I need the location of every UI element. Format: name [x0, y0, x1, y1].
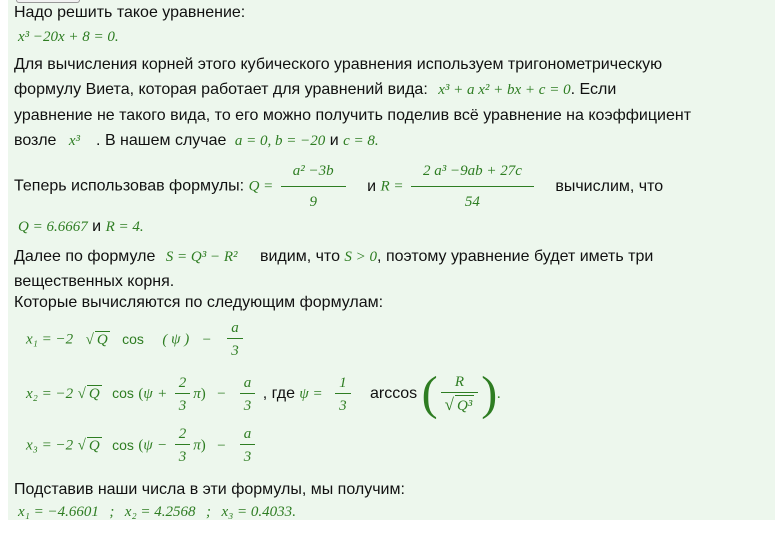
cos-label: cos: [112, 436, 134, 453]
R-lhs: R =: [380, 178, 404, 195]
x1-lhs: x₁ = −2: [26, 331, 74, 348]
frac-num: 1: [339, 374, 347, 391]
sqrt-Q: Q: [96, 331, 108, 348]
pi: π: [193, 437, 201, 454]
frac-den: 3: [240, 393, 256, 416]
R-result: R = 4: [105, 219, 140, 235]
psi-eq: ψ =: [299, 386, 323, 403]
result-text: Подставив наши числа в эти формулы, мы получим:: [14, 481, 405, 498]
cos-label: cos: [112, 385, 134, 402]
frac-num: a: [231, 320, 239, 336]
para2-line1: [14, 160, 663, 213]
two-thirds: [175, 424, 191, 467]
formula-x1: x₁ = −2 √ Q cos ( ψ ) − $\frac{a}{3}$: [26, 318, 246, 361]
sqrt-Q3: Q³: [455, 395, 474, 416]
and-word: и: [367, 177, 377, 195]
result-line: [14, 480, 405, 500]
x2-result: x₂ = 4.2568: [124, 504, 196, 520]
para1-line2: [14, 80, 616, 100]
para1-text2: формулу Виета, которая работает для уравнений вида:: [14, 81, 428, 98]
para3-end: , поэтому уравнение будет иметь три: [377, 248, 654, 265]
R-denominator: 54: [411, 186, 534, 213]
R-fraction: [411, 160, 534, 213]
formula-x3: x₃ = −2 √ Q cos (ψ − $\frac{2}{3}$ π) − $\frac{a}{3}$: [26, 424, 258, 467]
frac-num: 2: [178, 374, 187, 391]
x-cubed: x³: [68, 133, 81, 149]
intro-label: Надо решить такое уравнение:: [14, 4, 246, 21]
frac-den: 3: [240, 444, 256, 467]
para1-line1: [14, 55, 662, 75]
dot: .: [374, 133, 379, 149]
frac-den-sqrt: [441, 392, 479, 416]
para1-text4-start: возле: [14, 132, 57, 149]
S-formula: S = Q³ − R²: [165, 249, 238, 265]
x2-lhs: x₂ = −2: [26, 386, 74, 403]
para2-line2: [18, 217, 144, 237]
para3-mid: видим, что: [259, 248, 340, 265]
separator: ;: [109, 504, 115, 520]
Q-fraction: [281, 160, 346, 213]
x1-result: x₁ = −4.6601: [18, 504, 99, 520]
cubic-equation: x³ −20x + 8 = 0.: [18, 29, 119, 45]
frac-den: 3: [175, 444, 191, 467]
Q-denominator: 9: [281, 186, 346, 213]
frac-num: R: [454, 374, 465, 390]
one-third: [335, 373, 351, 416]
c-value: c = 8: [343, 133, 375, 149]
and-word: и: [329, 132, 339, 149]
Q-numerator: a² −3b: [292, 163, 334, 179]
sqrt-icon: √: [77, 437, 86, 454]
Q-result: Q = 6.6667: [18, 219, 88, 235]
sqrt-Q: Q: [88, 386, 100, 403]
S-condition: S > 0: [344, 249, 378, 265]
psi: ψ: [143, 386, 153, 403]
minus: −: [157, 437, 168, 454]
document-page: [8, 0, 775, 520]
dot: .: [139, 219, 144, 235]
para1-text3: уравнение не такого вида, то его можно получить поделив всё уравнение на коэффициент: [14, 107, 692, 124]
para1-line3: [14, 106, 691, 126]
sqrt-icon: √: [85, 331, 94, 348]
a-over-3: [240, 424, 256, 467]
para1-text2-end: . Если: [570, 81, 617, 98]
x3-lhs: x₃ = −2: [26, 437, 74, 454]
minus: −: [216, 386, 227, 403]
para3-text: Далее по формуле: [14, 248, 156, 265]
sqrt-icon: √: [77, 386, 86, 403]
sqrt-icon: √: [444, 395, 454, 414]
para3-text2: вещественных корня.: [14, 273, 175, 290]
frac-num: a: [243, 426, 252, 442]
Q-lhs: Q =: [248, 178, 274, 195]
para3-text3: Которые вычисляются по следующим формулам:: [14, 294, 384, 311]
para1-line4: возле x³ . В нашем случае a = 0, b = −20 и c = 8.: [14, 132, 379, 149]
where-word: , где: [262, 385, 295, 403]
psi: ψ: [143, 437, 153, 454]
R-over-sqrtQ3: [441, 372, 479, 416]
formula-x2: x₂ = −2 √ Q cos (ψ + $\frac{2}{3}$ π) − $\frac{a}{3}$ , где ψ = $\frac{1}{3}$ arccos ( $\frac{R}{\text{√ Q³}}$ ).: [26, 367, 502, 420]
and-word: и: [92, 218, 102, 235]
general-cubic-form: x³ + a x² + bx + c = 0: [438, 82, 571, 98]
para1-text1: Для вычисления корней этого кубического уравнения используем тригонометрическую: [14, 56, 663, 73]
psi: ψ: [171, 331, 181, 348]
R-numerator: 2 a³ −9ab + 27c: [422, 163, 522, 179]
frac-num: 2: [178, 426, 187, 442]
para1-text4-mid: . В нашем случае: [96, 132, 227, 149]
intro-equation: [18, 27, 119, 47]
para3-line2: [14, 272, 174, 292]
x3-result: x₃ = 0.4033: [221, 504, 293, 520]
para3-line1: [14, 247, 653, 267]
arccos-label: arccos: [370, 385, 418, 403]
separator: ;: [205, 504, 211, 520]
minus: −: [201, 331, 212, 348]
dot: .: [497, 386, 502, 403]
frac-den: 3: [175, 393, 191, 416]
b-value: b = −20: [275, 133, 326, 149]
frac-den: 3: [227, 338, 243, 361]
cos-label: cos: [122, 330, 144, 347]
intro-text: [14, 3, 245, 23]
two-thirds: [175, 373, 191, 416]
para3-line3: [14, 293, 383, 313]
minus: −: [216, 437, 227, 454]
sqrt-Q: Q: [88, 437, 100, 454]
frac-den: 3: [335, 393, 351, 416]
para2-end: вычислим, что: [555, 177, 664, 195]
para2-text: Теперь использовав формулы:: [14, 177, 245, 195]
a-over-3: [240, 373, 256, 416]
frac-num: a: [243, 374, 252, 391]
pi: π: [193, 386, 201, 403]
a-value: a = 0: [234, 133, 268, 149]
a-over-3: [227, 318, 243, 361]
plus: +: [157, 386, 168, 403]
dot: .: [292, 504, 296, 520]
result-values: [18, 502, 296, 522]
